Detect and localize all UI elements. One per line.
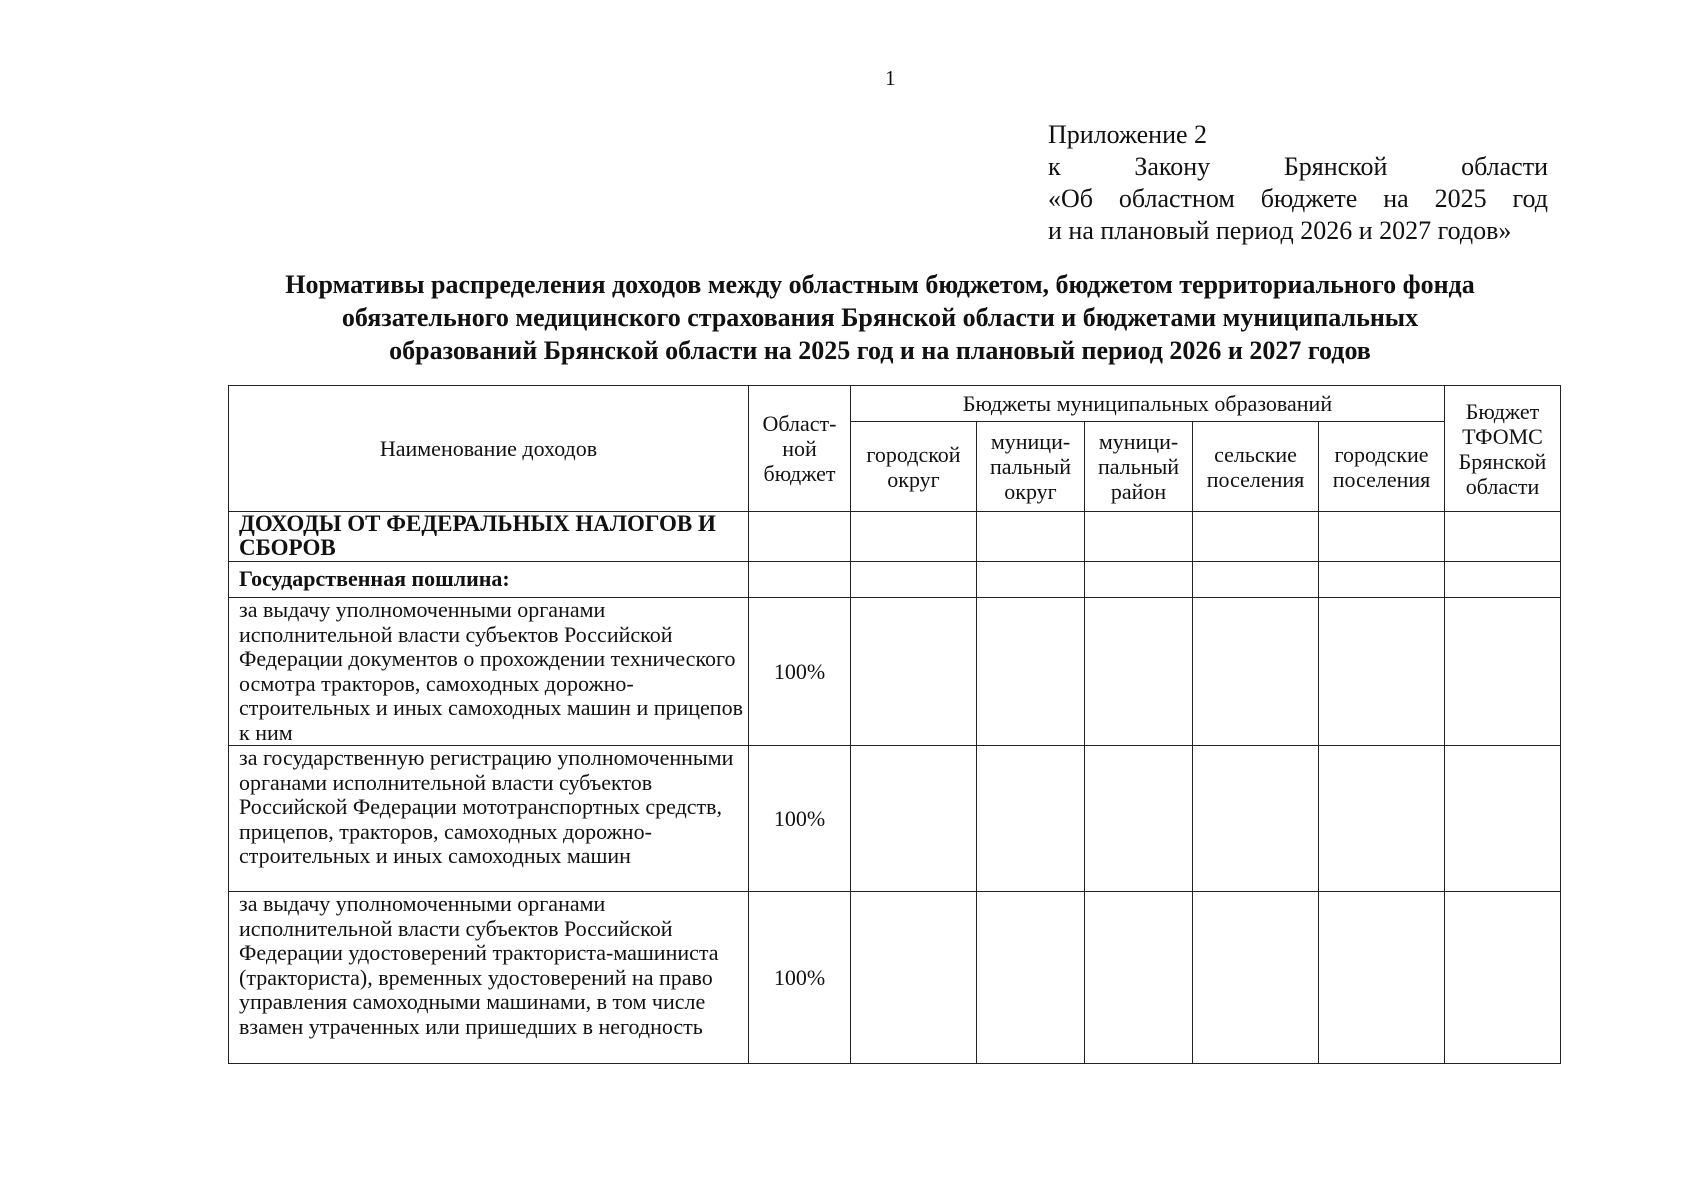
value-regional: 100% <box>749 746 851 892</box>
value-municipal-okrug <box>977 512 1085 562</box>
value-urban <box>1319 512 1445 562</box>
value-municipal-okrug <box>977 892 1085 1064</box>
value-city-district <box>851 746 977 892</box>
row-name: Государственная пошлина: <box>229 562 749 598</box>
title-line-1: Нормативы распределения доходов между областным бюджетом, бюджетом территориального фонда <box>285 270 1475 299</box>
value-municipal-rayon <box>1085 562 1193 598</box>
value-tfoms <box>1445 892 1561 1064</box>
value-tfoms <box>1445 746 1561 892</box>
header-municipal-okrug: муници- пальный округ <box>977 422 1085 512</box>
row-name: за выдачу уполномоченными органами исполнительной власти субъектов Российской Федерации документов о прохождении технического осмотра тракторов, самоходных дорожно-строительных и иных самоходных машин и прицепов к ним <box>229 598 749 746</box>
table-row <box>229 512 1561 562</box>
table-row <box>229 746 1561 892</box>
header-revenue-name: Наименование доходов <box>229 386 749 512</box>
title-line-2: обязательного медицинского страхования Брянской области и бюджетами муниципальных <box>341 303 1419 332</box>
header-regional-budget: Област- ной бюджет <box>749 386 851 512</box>
value-municipal-rayon <box>1085 892 1193 1064</box>
header-rural-settlements: сельские поселения <box>1193 422 1319 512</box>
value-regional: 100% <box>749 598 851 746</box>
row-name: ДОХОДЫ ОТ ФЕДЕРАЛЬНЫХ НАЛОГОВ И СБОРОВ <box>229 512 749 562</box>
value-tfoms <box>1445 562 1561 598</box>
value-rural <box>1193 512 1319 562</box>
value-city-district <box>851 598 977 746</box>
value-municipal-rayon <box>1085 598 1193 746</box>
value-tfoms <box>1445 512 1561 562</box>
annex-line-1: Приложение 2 <box>1048 120 1208 149</box>
header-municipal-budgets: Бюджеты муниципальных образований <box>851 386 1445 422</box>
value-urban <box>1319 598 1445 746</box>
value-municipal-okrug <box>977 746 1085 892</box>
value-urban <box>1319 562 1445 598</box>
annex-line-4: и на плановый период 2026 и 2027 годов» <box>1048 216 1512 245</box>
value-urban <box>1319 746 1445 892</box>
header-municipal-rayon: муници- пальный район <box>1085 422 1193 512</box>
value-municipal-rayon <box>1085 746 1193 892</box>
document-title <box>230 268 1530 367</box>
value-city-district <box>851 512 977 562</box>
header-tfoms-budget: Бюджет ТФОМС Брянской области <box>1445 386 1561 512</box>
table-row <box>229 598 1561 746</box>
header-city-district: городской округ <box>851 422 977 512</box>
value-rural <box>1193 892 1319 1064</box>
header-urban-settlements: городские поселения <box>1319 422 1445 512</box>
row-name: за государственную регистрацию уполномоченными органами исполнительной власти субъектов Российской Федерации мототранспортных средств, прицепов, тракторов, самоходных дорожно-строительных и иных самоходных машин <box>229 746 749 892</box>
annex-line-3: «Об областном бюджете на 2025 год <box>1048 184 1548 213</box>
annex-line-2: к Закону Брянской области <box>1048 152 1548 181</box>
value-city-district <box>851 892 977 1064</box>
value-regional <box>749 562 851 598</box>
table-row <box>229 562 1561 598</box>
value-regional <box>749 512 851 562</box>
page-number: 1 <box>885 66 896 90</box>
title-line-3: образований Брянской области на 2025 год и на плановый период 2026 и 2027 годов <box>389 336 1371 365</box>
row-name: за выдачу уполномоченными органами исполнительной власти субъектов Российской Федерации удостоверений тракториста-машиниста (тракториста), временных удостоверений на право управления самоходными машинами, в том числе взамен утраченных или пришедших в негодность <box>229 892 749 1064</box>
value-regional: 100% <box>749 892 851 1064</box>
value-urban <box>1319 892 1445 1064</box>
value-municipal-okrug <box>977 598 1085 746</box>
value-municipal-rayon <box>1085 512 1193 562</box>
value-city-district <box>851 562 977 598</box>
value-rural <box>1193 598 1319 746</box>
revenue-distribution-table <box>228 385 1561 1064</box>
value-municipal-okrug <box>977 562 1085 598</box>
value-rural <box>1193 562 1319 598</box>
value-tfoms <box>1445 598 1561 746</box>
table-row <box>229 892 1561 1064</box>
annex-reference <box>1048 119 1548 247</box>
value-rural <box>1193 746 1319 892</box>
